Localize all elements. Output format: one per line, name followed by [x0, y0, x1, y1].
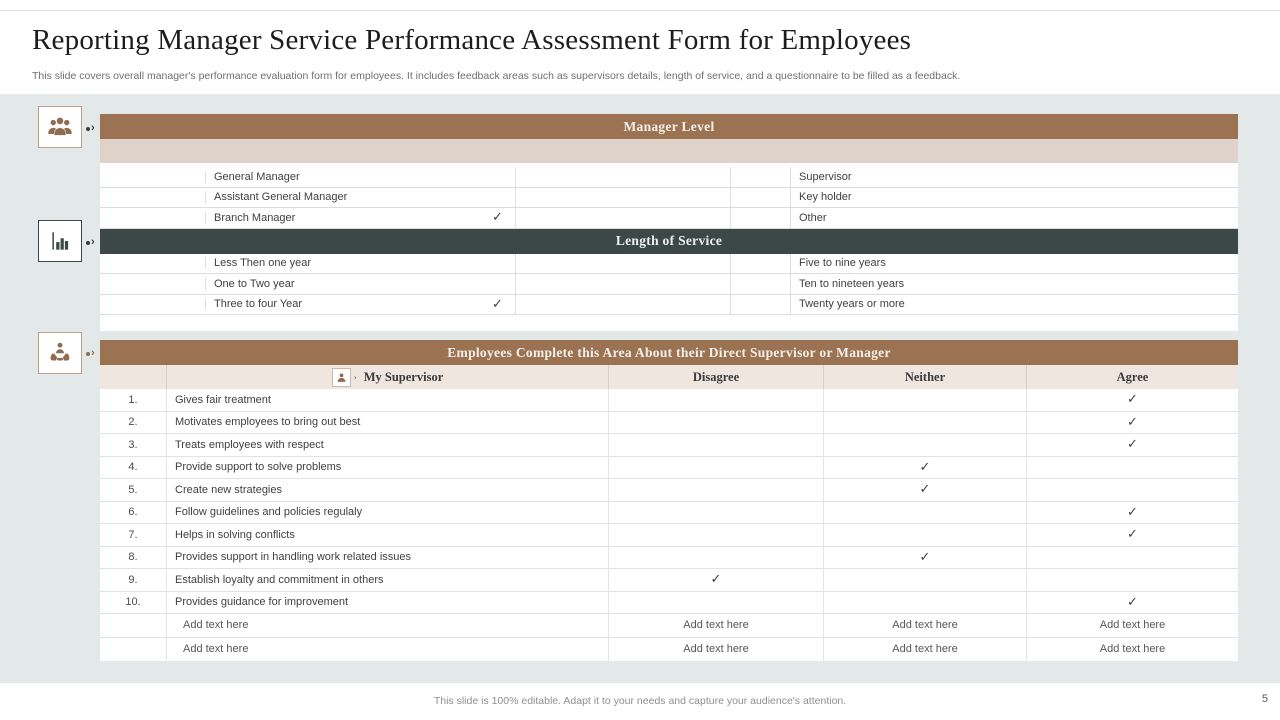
link-connector-icon: ›	[86, 348, 95, 359]
question-number: 8.	[128, 551, 138, 564]
option-label[interactable]: Supervisor	[790, 167, 1040, 187]
question-row[interactable]	[100, 502, 1238, 525]
neither-cell[interactable]: ✓	[823, 457, 1026, 479]
neither-column-header: Neither	[823, 365, 1026, 389]
neither-cell[interactable]	[823, 524, 1026, 546]
option-label[interactable]: Twenty years or more	[790, 295, 1040, 315]
add-text-placeholder[interactable]: Add text here	[166, 614, 608, 637]
option-label[interactable]: General Manager	[205, 171, 480, 183]
section-header-employee-questionnaire[interactable]: Employees Complete this Area About their Direct Supervisor or Manager	[100, 340, 1238, 365]
disagree-cell[interactable]	[608, 434, 823, 456]
question-text[interactable]: Helps in solving conflicts	[166, 524, 608, 546]
people-group-glyph	[46, 114, 74, 140]
neither-cell[interactable]	[823, 412, 1026, 434]
add-text-placeholder[interactable]: Add text here	[608, 614, 823, 637]
option-label[interactable]: Other	[790, 208, 1040, 228]
question-row[interactable]	[100, 479, 1238, 502]
check-cell[interactable]: ✓	[492, 210, 503, 226]
question-text[interactable]: Gives fair treatment	[166, 389, 608, 411]
question-text[interactable]: Provides guidance for improvement	[166, 592, 608, 614]
add-text-placeholder[interactable]: Add text here	[1026, 638, 1238, 662]
person-icon	[332, 368, 351, 387]
disagree-cell[interactable]	[608, 502, 823, 524]
agree-cell[interactable]	[1026, 569, 1238, 591]
section-header-length-of-service[interactable]: Length of Service	[100, 229, 1238, 254]
question-row[interactable]	[100, 434, 1238, 457]
add-text-row[interactable]	[100, 638, 1238, 662]
question-row[interactable]	[100, 389, 1238, 412]
disagree-cell[interactable]	[608, 479, 823, 501]
spacer	[100, 331, 1238, 340]
care-person-glyph	[46, 339, 74, 367]
add-text-placeholder[interactable]: Add text here	[608, 638, 823, 662]
agree-cell[interactable]	[1026, 479, 1238, 501]
question-number: 10.	[125, 596, 141, 609]
table-row[interactable]	[100, 254, 1238, 275]
question-rows	[100, 389, 1238, 614]
option-label[interactable]: Key holder	[790, 188, 1040, 208]
page-number: 5	[1261, 693, 1268, 705]
question-number: 5.	[128, 483, 138, 496]
question-row[interactable]	[100, 569, 1238, 592]
table-row[interactable]	[100, 295, 1238, 316]
question-row[interactable]	[100, 457, 1238, 480]
care-person-icon[interactable]	[38, 332, 82, 374]
chevron-right-icon: ›	[353, 372, 357, 382]
link-connector-icon: ›	[86, 237, 95, 248]
table-row[interactable]	[100, 208, 1238, 229]
check-cell[interactable]: ✓	[492, 296, 503, 312]
disagree-cell[interactable]	[608, 412, 823, 434]
page-subtitle: This slide covers overall manager's performance evaluation form for employees. It includes feedback areas such as supervisors details, length of service, and a questionnaire to be filled as a feedback.	[32, 70, 961, 82]
supervisor-column-header	[166, 365, 608, 389]
question-number: 4.	[128, 461, 138, 474]
agree-cell[interactable]: ✓	[1026, 434, 1238, 456]
question-text[interactable]: Create new strategies	[166, 479, 608, 501]
option-label[interactable]: Three to four Year	[205, 298, 480, 310]
disagree-cell[interactable]	[608, 389, 823, 411]
disagree-cell[interactable]	[608, 592, 823, 614]
page-title: Reporting Manager Service Performance Assessment Form for Employees	[32, 24, 912, 56]
assessment-table	[100, 114, 1238, 661]
question-text[interactable]: Follow guidelines and policies regulaly	[166, 502, 608, 524]
neither-cell[interactable]: ✓	[823, 479, 1026, 501]
blank-blush-row	[100, 139, 1238, 163]
top-divider	[0, 10, 1280, 11]
agree-cell[interactable]: ✓	[1026, 524, 1238, 546]
neither-cell[interactable]	[823, 569, 1026, 591]
question-row[interactable]	[100, 547, 1238, 570]
question-text[interactable]: Treats employees with respect	[166, 434, 608, 456]
section-header-manager-level[interactable]: Manager Level	[100, 114, 1238, 139]
agree-column-header: Agree	[1026, 365, 1238, 389]
question-row[interactable]	[100, 592, 1238, 615]
question-number: 3.	[128, 438, 138, 451]
table-row[interactable]	[100, 274, 1238, 295]
option-label[interactable]: Ten to nineteen years	[790, 274, 1040, 294]
add-text-placeholder[interactable]: Add text here	[166, 638, 608, 662]
add-text-row[interactable]	[100, 614, 1238, 638]
question-number: 9.	[128, 573, 138, 586]
agree-cell[interactable]	[1026, 457, 1238, 479]
bar-chart-glyph	[47, 228, 73, 254]
neither-cell[interactable]	[823, 389, 1026, 411]
add-text-placeholder[interactable]: Add text here	[1026, 614, 1238, 637]
table-row[interactable]	[100, 188, 1238, 209]
agree-cell[interactable]: ✓	[1026, 502, 1238, 524]
neither-cell[interactable]	[823, 502, 1026, 524]
disagree-cell[interactable]	[608, 524, 823, 546]
disagree-cell[interactable]	[608, 547, 823, 569]
disagree-cell[interactable]	[608, 457, 823, 479]
question-number: 1.	[128, 393, 138, 406]
question-row[interactable]	[100, 524, 1238, 547]
spacer	[100, 315, 1238, 331]
question-text[interactable]: Provides support in handling work related issues	[166, 547, 608, 569]
link-connector-icon: ›	[86, 123, 95, 134]
option-label[interactable]: One to Two year	[205, 278, 480, 290]
agree-cell[interactable]: ✓	[1026, 412, 1238, 434]
question-number: 2.	[128, 416, 138, 429]
question-text[interactable]: Motivates employees to bring out best	[166, 412, 608, 434]
question-row[interactable]	[100, 412, 1238, 435]
option-label[interactable]: Assistant General Manager	[205, 191, 480, 203]
agree-cell[interactable]: ✓	[1026, 592, 1238, 614]
disagree-column-header: Disagree	[608, 365, 823, 389]
neither-cell[interactable]: ✓	[823, 547, 1026, 569]
table-row[interactable]	[100, 167, 1238, 188]
column-header-label: My Supervisor	[363, 369, 444, 384]
question-text[interactable]: Establish loyalty and commitment in others	[166, 569, 608, 591]
editable-note: This slide is 100% editable. Adapt it to your needs and capture your audience's attention.	[433, 695, 847, 707]
question-number: 6.	[128, 506, 138, 519]
neither-cell[interactable]	[823, 592, 1026, 614]
option-label[interactable]: Branch Manager	[205, 212, 480, 224]
questionnaire-column-headers	[100, 365, 1238, 389]
question-number: 7.	[128, 528, 138, 541]
people-group-icon[interactable]	[38, 106, 82, 148]
add-text-placeholder[interactable]: Add text here	[823, 614, 1026, 637]
option-label[interactable]: Five to nine years	[790, 254, 1040, 274]
bar-chart-icon[interactable]	[38, 220, 82, 262]
option-label[interactable]: Less Then one year	[205, 257, 480, 269]
agree-cell[interactable]	[1026, 547, 1238, 569]
agree-cell[interactable]: ✓	[1026, 389, 1238, 411]
disagree-cell[interactable]: ✓	[608, 569, 823, 591]
question-text[interactable]: Provide support to solve problems	[166, 457, 608, 479]
neither-cell[interactable]	[823, 434, 1026, 456]
add-text-placeholder[interactable]: Add text here	[823, 638, 1026, 662]
